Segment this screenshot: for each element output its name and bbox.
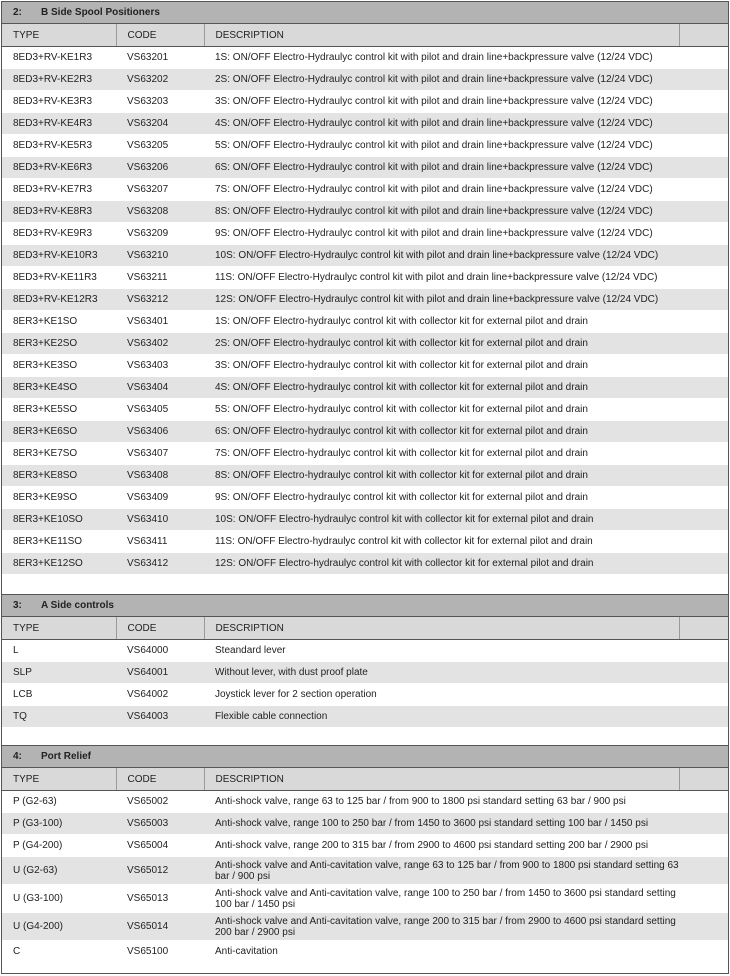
description-cell: 1S: ON/OFF Electro-Hydraulyc control kit with pilot and drain line+backpressure valve (12/24 VDC) [204, 47, 679, 69]
code-cell: VS65004 [116, 835, 204, 857]
empty-cell [679, 791, 728, 813]
code-cell: VS63206 [116, 157, 204, 179]
description-cell: 4S: ON/OFF Electro-hydraulyc control kit with collector kit for external pilot and drain [204, 377, 679, 399]
type-cell: 8ED3+RV-KE10R3 [2, 245, 116, 267]
empty-cell [679, 913, 728, 941]
table-row [2, 399, 728, 421]
type-cell: P (G4-200) [2, 835, 116, 857]
empty-cell [679, 47, 728, 69]
table-row [2, 47, 728, 69]
table-row [2, 835, 728, 857]
empty-cell [679, 289, 728, 311]
type-column-header: TYPE [2, 617, 116, 640]
empty-cell [679, 223, 728, 245]
empty-cell [679, 179, 728, 201]
description-cell: 11S: ON/OFF Electro-hydraulyc control kit with collector kit for external pilot and drain [204, 531, 679, 553]
empty-cell [679, 553, 728, 575]
table-row [2, 69, 728, 91]
type-cell: U (G4-200) [2, 913, 116, 941]
code-cell: VS63212 [116, 289, 204, 311]
empty-cell [679, 465, 728, 487]
table-row [2, 333, 728, 355]
table-row [2, 465, 728, 487]
code-column-header: CODE [116, 617, 204, 640]
type-cell: P (G2-63) [2, 791, 116, 813]
code-cell: VS65003 [116, 813, 204, 835]
type-cell: 8ED3+RV-KE2R3 [2, 69, 116, 91]
description-column-header: DESCRIPTION [204, 768, 679, 791]
description-cell: Anti-shock valve, range 100 to 250 bar / from 1450 to 3600 psi standard setting 100 bar / 1450 psi [204, 813, 679, 835]
description-cell: Anti-shock valve and Anti-cavitation valve, range 200 to 315 bar / from 2900 to 4600 psi standard setting 200 bar / 2900 psi [204, 913, 679, 941]
spec-document [1, 1, 729, 974]
table-row [2, 531, 728, 553]
table-row [2, 267, 728, 289]
code-cell: VS63401 [116, 311, 204, 333]
section-spacer [2, 575, 728, 594]
code-cell: VS64001 [116, 662, 204, 684]
type-cell: 8ER3+KE10SO [2, 509, 116, 531]
description-cell: 1S: ON/OFF Electro-hydraulyc control kit with collector kit for external pilot and drain [204, 311, 679, 333]
type-cell: 8ED3+RV-KE12R3 [2, 289, 116, 311]
table-row [2, 245, 728, 267]
description-cell: 6S: ON/OFF Electro-Hydraulyc control kit with pilot and drain line+backpressure valve (12/24 VDC) [204, 157, 679, 179]
empty-cell [679, 245, 728, 267]
description-cell: Steandard lever [204, 640, 679, 662]
type-column-header: TYPE [2, 768, 116, 791]
type-cell: 8ED3+RV-KE6R3 [2, 157, 116, 179]
code-cell: VS63410 [116, 509, 204, 531]
description-cell: 2S: ON/OFF Electro-Hydraulyc control kit with pilot and drain line+backpressure valve (12/24 VDC) [204, 69, 679, 91]
empty-cell [679, 157, 728, 179]
section-title [2, 595, 728, 617]
empty-cell [679, 640, 728, 662]
code-cell: VS65012 [116, 857, 204, 885]
description-cell: 6S: ON/OFF Electro-hydraulyc control kit with collector kit for external pilot and drain [204, 421, 679, 443]
section-title-text: B Side Spool Positioners [41, 7, 160, 18]
section-title-text: A Side controls [41, 600, 114, 611]
table-row [2, 179, 728, 201]
code-cell: VS63409 [116, 487, 204, 509]
empty-cell [679, 91, 728, 113]
description-cell: Joystick lever for 2 section operation [204, 684, 679, 706]
description-cell: 12S: ON/OFF Electro-hydraulyc control kit with collector kit for external pilot and drain [204, 553, 679, 575]
type-cell: 8ED3+RV-KE8R3 [2, 201, 116, 223]
table-row [2, 91, 728, 113]
empty-cell [679, 509, 728, 531]
code-cell: VS63207 [116, 179, 204, 201]
section-table [2, 594, 728, 728]
description-cell: 7S: ON/OFF Electro-Hydraulyc control kit with pilot and drain line+backpressure valve (12/24 VDC) [204, 179, 679, 201]
type-cell: 8ED3+RV-KE3R3 [2, 91, 116, 113]
description-cell: 10S: ON/OFF Electro-Hydraulyc control kit with pilot and drain line+backpressure valve (12/24 VDC) [204, 245, 679, 267]
code-cell: VS63403 [116, 355, 204, 377]
code-cell: VS64000 [116, 640, 204, 662]
type-column-header: TYPE [2, 24, 116, 47]
type-cell: L [2, 640, 116, 662]
table-row [2, 487, 728, 509]
section-number: 3: [13, 600, 22, 611]
type-cell: 8ER3+KE1SO [2, 311, 116, 333]
code-cell: VS64002 [116, 684, 204, 706]
table-row [2, 885, 728, 913]
empty-cell [679, 684, 728, 706]
empty-cell [679, 813, 728, 835]
type-cell: 8ED3+RV-KE7R3 [2, 179, 116, 201]
empty-cell [679, 421, 728, 443]
section-spacer [2, 728, 728, 745]
section-title-text: Port Relief [41, 751, 92, 762]
table-row [2, 289, 728, 311]
empty-cell [679, 443, 728, 465]
empty-cell [679, 531, 728, 553]
description-cell: 5S: ON/OFF Electro-hydraulyc control kit with collector kit for external pilot and drain [204, 399, 679, 421]
description-cell: 10S: ON/OFF Electro-hydraulyc control kit with collector kit for external pilot and drain [204, 509, 679, 531]
code-column-header: CODE [116, 768, 204, 791]
description-cell: 9S: ON/OFF Electro-hydraulyc control kit with collector kit for external pilot and drain [204, 487, 679, 509]
empty-cell [679, 355, 728, 377]
empty-cell [679, 69, 728, 91]
table-row [2, 662, 728, 684]
code-cell: VS63203 [116, 91, 204, 113]
description-cell: Anti-shock valve, range 200 to 315 bar / from 2900 to 4600 psi standard setting 200 bar / 2900 psi [204, 835, 679, 857]
type-cell: U (G3-100) [2, 885, 116, 913]
code-cell: VS63209 [116, 223, 204, 245]
table-row [2, 684, 728, 706]
empty-cell [679, 835, 728, 857]
table-row [2, 201, 728, 223]
type-cell: 8ED3+RV-KE4R3 [2, 113, 116, 135]
type-cell: 8ED3+RV-KE11R3 [2, 267, 116, 289]
empty-cell [679, 377, 728, 399]
section-number: 4: [13, 751, 22, 762]
code-cell: VS63208 [116, 201, 204, 223]
empty-column-header [679, 617, 728, 640]
empty-column-header [679, 768, 728, 791]
code-cell: VS65014 [116, 913, 204, 941]
description-cell: 4S: ON/OFF Electro-Hydraulyc control kit with pilot and drain line+backpressure valve (12/24 VDC) [204, 113, 679, 135]
column-header-row [2, 617, 728, 640]
section-title-row [2, 746, 728, 768]
empty-cell [679, 399, 728, 421]
code-cell: VS63412 [116, 553, 204, 575]
section-table [2, 2, 728, 575]
description-cell: 8S: ON/OFF Electro-Hydraulyc control kit with pilot and drain line+backpressure valve (12/24 VDC) [204, 201, 679, 223]
code-cell: VS63202 [116, 69, 204, 91]
type-cell: C [2, 941, 116, 963]
empty-cell [679, 311, 728, 333]
type-cell: P (G3-100) [2, 813, 116, 835]
description-cell: Anti-shock valve and Anti-cavitation valve, range 100 to 250 bar / from 1450 to 3600 psi standard setting 100 bar / 1450 psi [204, 885, 679, 913]
type-cell: 8ER3+KE9SO [2, 487, 116, 509]
table-row [2, 113, 728, 135]
code-cell: VS63210 [116, 245, 204, 267]
table-row [2, 857, 728, 885]
type-cell: 8ER3+KE11SO [2, 531, 116, 553]
empty-cell [679, 267, 728, 289]
description-cell: 2S: ON/OFF Electro-hydraulyc control kit with collector kit for external pilot and drain [204, 333, 679, 355]
code-cell: VS63201 [116, 47, 204, 69]
section-table [2, 745, 728, 963]
type-cell: 8ED3+RV-KE9R3 [2, 223, 116, 245]
section-title-row [2, 2, 728, 24]
description-cell: Anti-shock valve, range 63 to 125 bar / from 900 to 1800 psi standard setting 63 bar / 900 psi [204, 791, 679, 813]
description-cell: 7S: ON/OFF Electro-hydraulyc control kit with collector kit for external pilot and drain [204, 443, 679, 465]
table-row [2, 640, 728, 662]
empty-cell [679, 135, 728, 157]
description-cell: Anti-shock valve and Anti-cavitation valve, range 63 to 125 bar / from 900 to 1800 psi standard setting 63 bar / 900 psi [204, 857, 679, 885]
code-cell: VS64003 [116, 706, 204, 728]
description-cell: 8S: ON/OFF Electro-hydraulyc control kit with collector kit for external pilot and drain [204, 465, 679, 487]
table-row [2, 135, 728, 157]
code-cell: VS63411 [116, 531, 204, 553]
code-cell: VS63205 [116, 135, 204, 157]
description-column-header: DESCRIPTION [204, 617, 679, 640]
type-cell: 8ER3+KE2SO [2, 333, 116, 355]
code-column-header: CODE [116, 24, 204, 47]
type-cell: 8ER3+KE3SO [2, 355, 116, 377]
empty-cell [679, 885, 728, 913]
description-cell: Without lever, with dust proof plate [204, 662, 679, 684]
description-cell: 5S: ON/OFF Electro-Hydraulyc control kit with pilot and drain line+backpressure valve (12/24 VDC) [204, 135, 679, 157]
table-row [2, 223, 728, 245]
section-title [2, 2, 728, 24]
type-cell: SLP [2, 662, 116, 684]
code-cell: VS63407 [116, 443, 204, 465]
table-row [2, 157, 728, 179]
empty-cell [679, 857, 728, 885]
empty-cell [679, 487, 728, 509]
table-row [2, 813, 728, 835]
table-row [2, 553, 728, 575]
table-row [2, 706, 728, 728]
code-cell: VS63408 [116, 465, 204, 487]
code-cell: VS65002 [116, 791, 204, 813]
table-row [2, 791, 728, 813]
type-cell: U (G2-63) [2, 857, 116, 885]
description-cell: 12S: ON/OFF Electro-Hydraulyc control kit with pilot and drain line+backpressure valve (12/24 VDC) [204, 289, 679, 311]
empty-cell [679, 941, 728, 963]
empty-cell [679, 333, 728, 355]
type-cell: 8ED3+RV-KE5R3 [2, 135, 116, 157]
section-title [2, 746, 728, 768]
description-cell: 9S: ON/OFF Electro-Hydraulyc control kit with pilot and drain line+backpressure valve (12/24 VDC) [204, 223, 679, 245]
description-column-header: DESCRIPTION [204, 24, 679, 47]
column-header-row [2, 24, 728, 47]
table-row [2, 941, 728, 963]
type-cell: 8ER3+KE5SO [2, 399, 116, 421]
type-cell: 8ER3+KE8SO [2, 465, 116, 487]
description-cell: 3S: ON/OFF Electro-Hydraulyc control kit with pilot and drain line+backpressure valve (12/24 VDC) [204, 91, 679, 113]
empty-cell [679, 201, 728, 223]
code-cell: VS63405 [116, 399, 204, 421]
table-row [2, 355, 728, 377]
code-cell: VS65013 [116, 885, 204, 913]
code-cell: VS63211 [116, 267, 204, 289]
section-title-row [2, 595, 728, 617]
description-cell: 11S: ON/OFF Electro-Hydraulyc control kit with pilot and drain line+backpressure valve (12/24 VDC) [204, 267, 679, 289]
table-row [2, 913, 728, 941]
code-cell: VS65100 [116, 941, 204, 963]
code-cell: VS63406 [116, 421, 204, 443]
table-row [2, 443, 728, 465]
code-cell: VS63404 [116, 377, 204, 399]
table-row [2, 421, 728, 443]
table-row [2, 377, 728, 399]
table-row [2, 311, 728, 333]
table-row [2, 509, 728, 531]
section-number: 2: [13, 7, 22, 18]
type-cell: LCB [2, 684, 116, 706]
description-cell: 3S: ON/OFF Electro-hydraulyc control kit with collector kit for external pilot and drain [204, 355, 679, 377]
empty-cell [679, 113, 728, 135]
description-cell: Flexible cable connection [204, 706, 679, 728]
code-cell: VS63204 [116, 113, 204, 135]
description-cell: Anti-cavitation [204, 941, 679, 963]
type-cell: 8ER3+KE12SO [2, 553, 116, 575]
empty-cell [679, 706, 728, 728]
type-cell: 8ER3+KE4SO [2, 377, 116, 399]
type-cell: 8ED3+RV-KE1R3 [2, 47, 116, 69]
empty-cell [679, 662, 728, 684]
type-cell: 8ER3+KE6SO [2, 421, 116, 443]
type-cell: 8ER3+KE7SO [2, 443, 116, 465]
column-header-row [2, 768, 728, 791]
type-cell: TQ [2, 706, 116, 728]
empty-column-header [679, 24, 728, 47]
code-cell: VS63402 [116, 333, 204, 355]
